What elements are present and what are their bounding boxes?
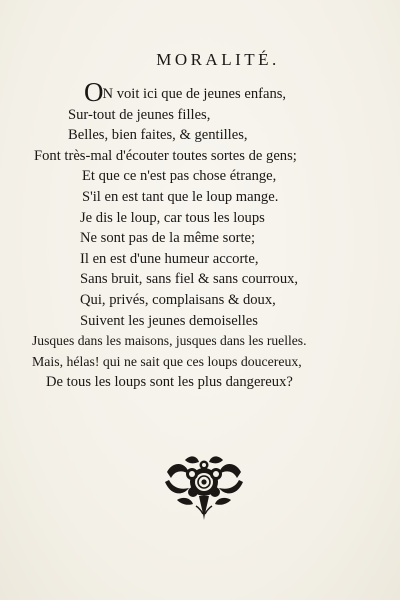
poem-line: Font très-mal d'écouter toutes sortes de gens;: [34, 147, 297, 164]
poem-line: Il en est d'une humeur accorte,: [80, 250, 259, 267]
poem-line: Je dis le loup, car tous les loups: [80, 209, 265, 226]
poem-line: Sans bruit, sans fiel & sans courroux,: [80, 271, 299, 288]
poem-line: Belles, bien faites, & gentilles,: [68, 127, 248, 144]
poem-line: Qui, privés, complaisans & doux,: [80, 291, 276, 308]
poem-line: S'il en est tant que le loup mange.: [82, 188, 279, 205]
poem-line: [0, 77, 400, 107]
poem-line-text: N voit ici que de jeunes enfans,: [102, 86, 287, 102]
floral-vignette-icon: [163, 452, 245, 522]
poem-line: Et que ce n'est pas chose étrange,: [82, 168, 277, 185]
poem: [0, 77, 400, 393]
drop-cap: O: [84, 77, 103, 107]
poem-line: Mais, hélas! qui ne sait que ces loups doucereux,: [32, 353, 302, 369]
poem-line: Jusques dans les maisons, jusques dans les ruelles.: [32, 333, 307, 349]
poem-line: De tous les loups sont les plus dangereux?: [46, 374, 293, 391]
page-title: MORALITÉ.: [156, 50, 280, 69]
poem-line: Sur-tout de jeunes filles,: [68, 106, 211, 123]
poem-line: Ne sont pas de la même sorte;: [80, 230, 256, 247]
poem-line: Suivent les jeunes demoiselles: [80, 312, 258, 329]
